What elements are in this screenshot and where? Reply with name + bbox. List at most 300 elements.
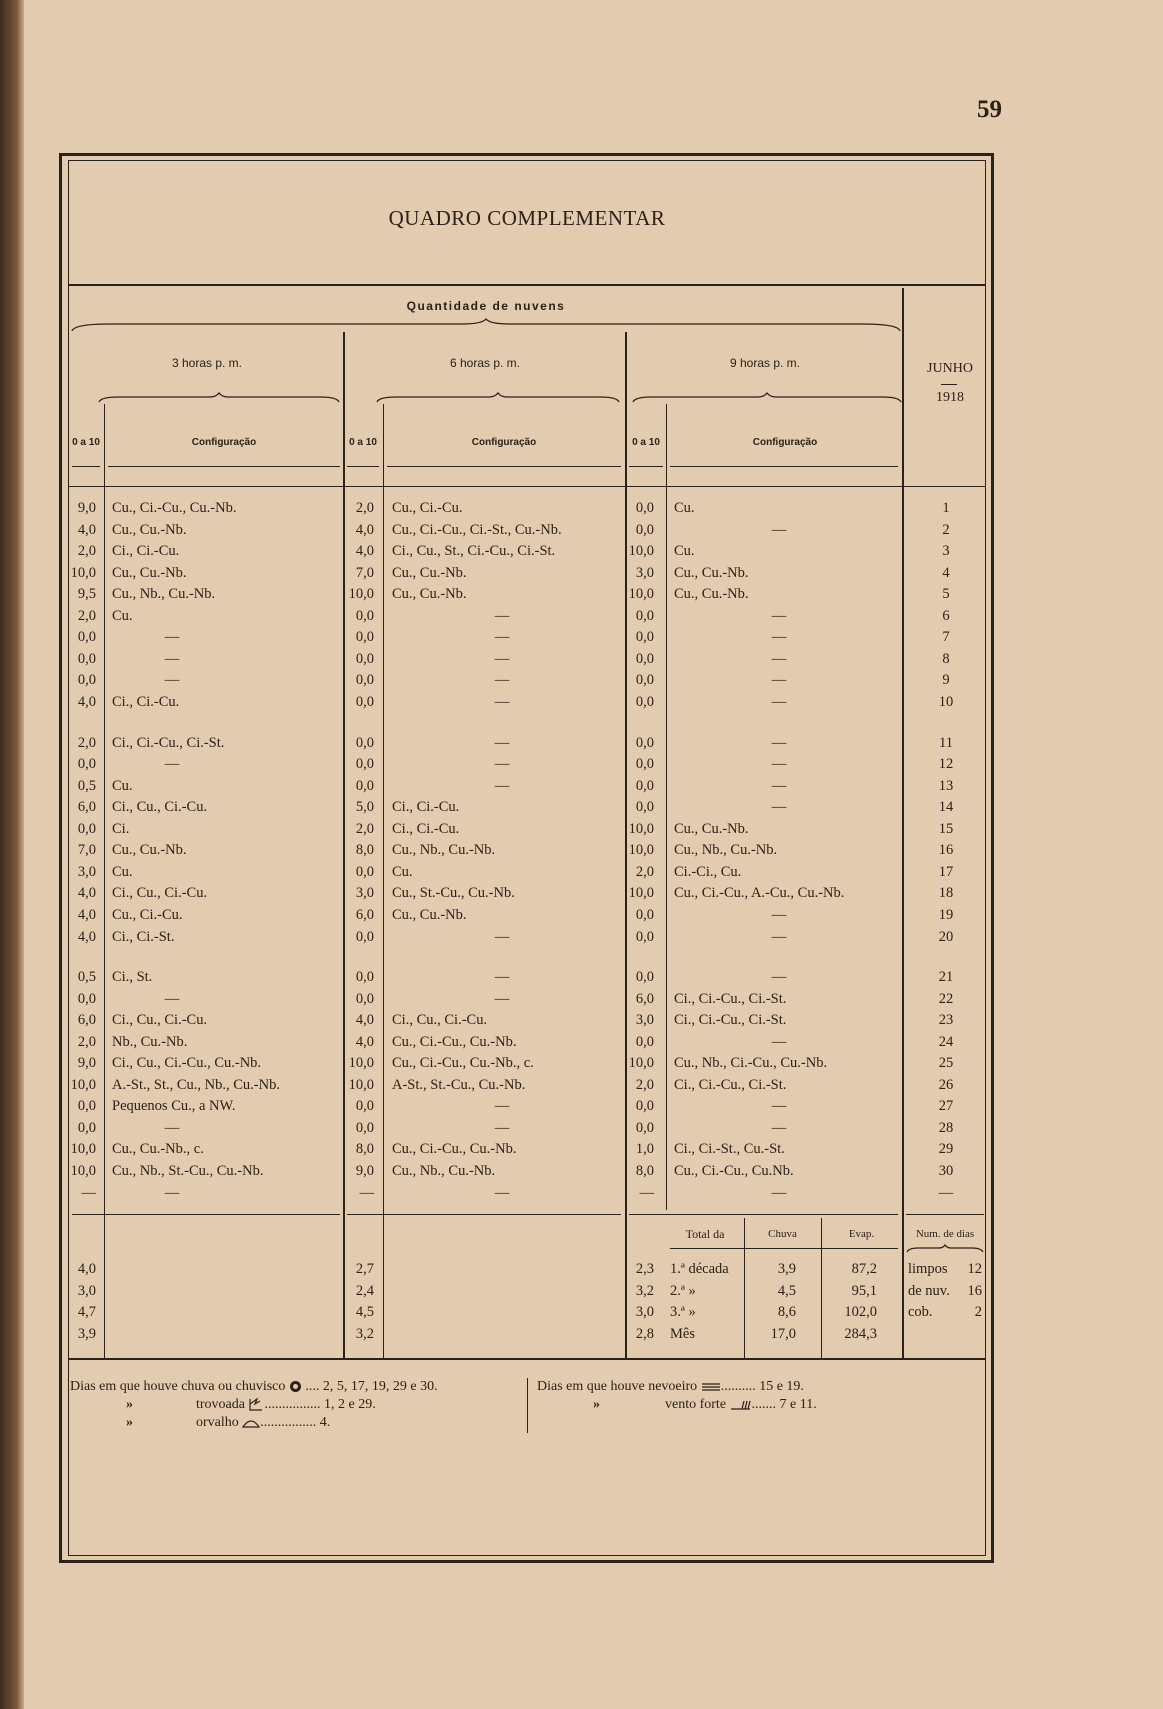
summary-rain-total: 8,6 [777,1304,796,1320]
day-number: 7 [942,629,950,646]
cloud-amount-9pm: 0,0 [635,1033,654,1050]
footnote-line [70,1379,438,1395]
thunderstorm-symbol-icon [248,1397,264,1412]
cloud-config-6pm: Cu., Ci.-Cu., Cu.-Nb., c. [392,1055,534,1072]
cloud-amount-9pm: 0,0 [635,1098,654,1115]
cloud-config-9pm: Cu., Ci.-Cu., Cu.Nb. [674,1163,794,1179]
cloud-amount-6pm: 5,0 [355,799,374,816]
month-year-rule [941,384,957,385]
cloud-amount-6pm: 2,0 [355,820,374,837]
summary-header-rule [670,1248,898,1249]
cloud-config-6pm: Cu., Cu.-Nb. [392,564,467,581]
summary-days-value: 12 [967,1261,982,1277]
cloud-amount-3pm: 10,0 [70,1163,96,1179]
cloud-amount-3pm: 9,0 [77,500,96,516]
cell-rule [670,466,898,467]
cloud-config-9pm: — [771,694,787,710]
cloud-config-6pm: Ci., Ci.-Cu. [392,820,460,837]
config-header-6pm: Configuração [471,437,537,448]
cloud-config-3pm: Ci., Cu., Ci.-Cu., Cu.-Nb. [112,1055,262,1072]
cloud-amount-9pm: 0,0 [635,799,654,816]
summary-mean-9pm: 2,3 [635,1261,654,1277]
day-number: 15 [938,820,954,837]
cloud-amount-9pm: 0,0 [635,928,654,945]
summary-days-label: limpos [908,1261,948,1277]
day-number: 17 [938,863,954,880]
summary-mean-3pm: 3,9 [77,1325,96,1342]
day-number: 3 [942,543,950,560]
cloud-amount-9pm: 0,0 [635,734,654,751]
cloud-config-6pm: Ci., Cu., St., Ci.-Cu., Ci.-St. [392,543,556,560]
footnote-value: 2, 5, 17, 19, 29 e 30. [322,1379,438,1394]
cloud-amount-9pm: 10,0 [628,885,654,902]
cloud-config-9pm: — [771,1184,787,1201]
cloud-config-3pm: Ci., Cu., Ci.-Cu. [112,799,208,816]
scale-header-9pm: 0 a 10 [632,437,660,448]
days-brace [906,1244,984,1254]
cloud-amount-9pm: 2,0 [635,1076,654,1093]
cloud-amount-6pm: 0,0 [355,650,374,667]
cloud-config-6pm: Ci., Cu., Ci.-Cu. [392,1012,488,1029]
cloud-config-9pm: Ci., Ci.-Cu., Ci.-St. [674,990,787,1007]
brace-6pm [376,392,620,404]
day-number: — [938,1184,954,1201]
cloud-config-6pm: Cu., Ci.-Cu., Cu.-Nb. [392,1141,517,1158]
cloud-config-3pm: — [164,990,180,1007]
summary-period-label: 1.ª década [670,1261,729,1277]
cloud-config-9pm: — [771,969,787,985]
cloud-config-3pm: Ci., Ci.-Cu. [112,543,180,560]
ditto-mark: » [593,1397,600,1412]
day-number: 20 [938,928,954,945]
cloud-amount-9pm: 6,0 [635,990,654,1007]
cloud-amount-6pm: 4,0 [355,1033,374,1050]
cell-rule [72,466,100,467]
cloud-amount-9pm: 0,0 [635,650,654,667]
cloud-config-9pm: Cu. [674,543,695,560]
summary-rain-total: 3,9 [777,1261,796,1277]
cloud-amount-6pm: 8,0 [355,842,374,859]
summary-mean-6pm: 3,2 [355,1325,374,1342]
cloud-amount-3pm: 2,0 [77,1033,96,1050]
config-header-9pm: Configuração [752,437,818,448]
day-number: 1 [942,500,950,516]
cloud-config-3pm: Ci., Ci.-Cu., Ci.-St. [112,734,225,751]
scale-header-6pm: 0 a 10 [349,437,377,448]
cloud-amount-3pm: 4,0 [77,906,96,923]
leader-dots: .......... [720,1379,756,1394]
cloud-amount-9pm: 0,0 [635,607,654,624]
col-rule [902,288,904,1358]
book-spine-shadow [0,0,24,1709]
cloud-amount-3pm: 6,0 [77,799,96,816]
cloud-amount-9pm: 3,0 [635,564,654,581]
footnote-label: vento forte [665,1397,727,1412]
summary-evap-total: 87,2 [851,1261,877,1277]
cloud-amount-6pm: 0,0 [355,734,374,751]
cloud-amount-3pm: 6,0 [77,1012,96,1029]
cloud-config-9pm: — [771,777,787,794]
cloud-amount-9pm: 0,0 [635,629,654,646]
cloud-config-6pm: Cu., Nb., Cu.-Nb. [392,842,496,859]
cloud-config-9pm: — [771,1033,787,1050]
cloud-config-6pm: Cu., Ci.-Cu., Ci.-St., Cu.-Nb. [392,521,562,538]
footnote-label: Dias em que houve nevoeiro [537,1379,698,1394]
cloud-amount-6pm: 0,0 [355,928,374,945]
cloud-config-9pm: Cu., Nb., Cu.-Nb. [674,842,778,859]
config-header-3pm: Configuração [191,437,257,448]
dew-symbol-icon [242,1415,260,1430]
cloud-amount-3pm: 0,0 [77,629,96,646]
cloud-amount-6pm: 0,0 [355,990,374,1007]
day-number: 2 [942,521,950,538]
cloud-config-9pm: Cu., Cu.-Nb. [674,564,749,581]
cloud-config-3pm: — [164,672,180,689]
group-brace [70,318,902,334]
summary-days-label: de nuv. [908,1282,950,1299]
cloud-config-3pm: Cu., Ci.-Cu. [112,906,183,923]
cloud-amount-6pm: 0,0 [355,629,374,646]
hour-header-9pm: 9 horas p. m. [729,356,801,370]
cloud-config-9pm: — [771,650,787,667]
header-bottom-rule [68,486,986,487]
cloud-config-6pm: Cu., Ci.-Cu., Cu.-Nb. [392,1033,517,1050]
cloud-config-3pm: Cu. [112,607,133,624]
cloud-amount-3pm: 0,0 [77,650,96,667]
leader-dots: ....... [751,1397,777,1412]
cloud-config-6pm: — [494,694,510,710]
cloud-config-3pm: Ci., Cu., Ci.-Cu. [112,885,208,902]
cloud-config-9pm: Cu., Cu.-Nb. [674,586,749,603]
cloud-amount-6pm: 0,0 [355,756,374,772]
summary-mean-9pm: 2,8 [635,1325,654,1342]
day-number: 30 [938,1163,954,1179]
footnote-label: trovoada [196,1397,245,1412]
header-top-rule [68,284,986,286]
strong-wind-symbol-icon [730,1397,752,1412]
day-number: 13 [938,777,954,794]
day-number: 18 [938,885,954,902]
footnote-line [70,1415,330,1431]
cloud-amount-3pm: 4,0 [77,928,96,945]
summary-rule [629,1214,898,1215]
summary-mean-6pm: 2,4 [355,1282,374,1299]
page-title: QUADRO COMPLEMENTAR [388,206,666,230]
page-number: 59 [977,96,1002,123]
cloud-amount-3pm: 4,0 [77,885,96,902]
day-number: 19 [938,906,954,923]
summary-period-label: 3.ª » [670,1304,696,1320]
cloud-amount-3pm: 10,0 [70,564,96,581]
summary-total-header: Total da [685,1227,725,1241]
cloud-config-3pm: Ci., Ci.-St. [112,928,175,945]
day-number: 27 [938,1098,954,1115]
cloud-config-3pm: Cu., Cu.-Nb., c. [112,1141,204,1158]
summary-rule [347,1214,621,1215]
cloud-amount-6pm: 2,0 [355,500,374,516]
summary-mean-9pm: 3,0 [635,1304,654,1320]
cloud-config-9pm: Cu., Ci.-Cu., A.-Cu., Cu.-Nb. [674,885,845,902]
cloud-amount-6pm: 10,0 [348,1055,374,1072]
cloud-config-3pm: Ci., St. [112,969,153,985]
footnote-line [537,1379,804,1395]
day-number: 10 [938,694,954,710]
footnote-value: 1, 2 e 29. [323,1397,376,1412]
cloud-config-6pm: — [494,969,510,985]
cloud-config-6pm: — [494,756,510,772]
cloud-config-6pm: Cu., Cu.-Nb. [392,586,467,603]
day-number: 21 [938,969,954,985]
cloud-config-6pm: — [494,777,510,794]
cloud-amount-6pm: 0,0 [355,777,374,794]
cloud-config-9pm: — [771,607,787,624]
summary-days-label: cob. [908,1304,933,1320]
summary-mean-3pm: 4,7 [77,1304,96,1320]
group-header: Quantidade de nuvens [406,299,566,313]
cloud-amount-9pm: 10,0 [628,842,654,859]
day-number: 26 [938,1076,954,1093]
day-number: 11 [939,734,953,751]
scale-header-3pm: 0 a 10 [72,437,100,448]
summary-mean-6pm: 4,5 [355,1304,374,1320]
summary-rain-header: Chuva [768,1228,797,1240]
cloud-amount-9pm: 10,0 [628,586,654,603]
cell-rule [629,466,663,467]
cloud-config-9pm: — [771,521,787,538]
cloud-config-6pm: — [494,928,510,945]
cloud-config-3pm: Cu. [112,863,133,880]
cloud-config-6pm: Cu., Cu.-Nb. [392,906,467,923]
cloud-amount-9pm: 0,0 [635,777,654,794]
day-number: 22 [938,990,954,1007]
cloud-amount-3pm: 3,0 [77,863,96,880]
cloud-amount-3pm: 0,0 [77,820,96,837]
cloud-config-3pm: Cu., Ci.-Cu., Cu.-Nb. [112,500,237,516]
cloud-config-9pm: — [771,906,787,923]
day-number: 14 [938,799,954,816]
cloud-amount-3pm: 0,0 [77,672,96,689]
cloud-config-9pm: Ci., Ci.-Cu., Ci.-St. [674,1076,787,1093]
summary-mean-3pm: 4,0 [77,1261,96,1277]
cloud-config-3pm: — [164,1184,180,1201]
cloud-amount-6pm: 9,0 [355,1163,374,1179]
cloud-amount-3pm: 0,0 [77,1119,96,1136]
cloud-amount-3pm: 0,5 [77,969,96,985]
cloud-amount-6pm: 0,0 [355,969,374,985]
cell-rule [347,466,379,467]
cloud-amount-9pm: 8,0 [635,1163,654,1179]
cloud-config-3pm: Pequenos Cu., a NW. [112,1098,236,1115]
cloud-amount-3pm: 0,0 [77,756,96,772]
cloud-amount-9pm: 0,0 [635,1119,654,1136]
cloud-config-9pm: Cu., Nb., Ci.-Cu., Cu.-Nb. [674,1055,828,1072]
day-number: 12 [938,756,954,772]
cloud-amount-6pm: 0,0 [355,694,374,710]
cloud-amount-3pm: 7,0 [77,842,96,859]
cloud-amount-9pm: 0,0 [635,969,654,985]
leader-dots: .... [301,1379,320,1394]
day-number: 9 [942,672,950,689]
cell-rule [387,466,621,467]
cloud-config-9pm: Ci., Ci.-St., Cu.-St. [674,1141,785,1158]
cloud-amount-3pm: 0,0 [77,1098,96,1115]
year-label: 1918 [936,390,964,405]
col-rule [666,404,667,1210]
cloud-amount-3pm: 2,0 [77,543,96,560]
cloud-amount-9pm: 0,0 [635,756,654,772]
cloud-config-9pm: Cu., Cu.-Nb. [674,820,749,837]
day-number: 8 [942,650,950,667]
cloud-amount-9pm: 0,0 [635,521,654,538]
summary-evap-header: Evap. [848,1228,875,1240]
summary-rule [906,1214,984,1215]
cloud-amount-3pm: — [81,1184,96,1201]
cloud-config-9pm: — [771,672,787,689]
day-number: 24 [938,1033,954,1050]
footnote-divider [527,1378,528,1433]
footnote-line [70,1397,376,1413]
cloud-amount-6pm: 0,0 [355,863,374,880]
cloud-amount-6pm: 0,0 [355,1098,374,1115]
cloud-amount-6pm: 7,0 [355,564,374,581]
summary-days-value: 2 [974,1304,982,1320]
summary-rain-total: 17,0 [770,1325,796,1342]
cloud-amount-6pm: 10,0 [348,1076,374,1093]
summary-mean-6pm: 2,7 [355,1261,374,1277]
hour-header-6pm: 6 horas p. m. [449,356,521,370]
cloud-config-6pm: — [494,1119,510,1136]
day-number: 28 [938,1119,954,1136]
cloud-config-6pm: Cu., St.-Cu., Cu.-Nb. [392,885,515,902]
cloud-amount-3pm: 0,5 [77,777,96,794]
summary-evap-total: 284,3 [844,1325,877,1342]
cloud-config-6pm: Cu., Ci.-Cu. [392,500,463,516]
summary-mean-9pm: 3,2 [635,1282,654,1299]
summary-rule [72,1214,340,1215]
cloud-amount-9pm: 10,0 [628,820,654,837]
cloud-config-9pm: — [771,756,787,772]
cloud-amount-3pm: 9,0 [77,1055,96,1072]
cloud-config-9pm: — [771,629,787,646]
cloud-amount-6pm: 8,0 [355,1141,374,1158]
leader-dots: ................ [264,1397,321,1412]
cloud-amount-9pm: 2,0 [635,863,654,880]
cloud-config-6pm: Ci., Ci.-Cu. [392,799,460,816]
brace-3pm [98,392,340,404]
cloud-amount-6pm: 0,0 [355,607,374,624]
cloud-config-9pm: Ci., Ci.-Cu., Ci.-St. [674,1012,787,1029]
rain-drizzle-symbol-icon [289,1379,302,1394]
cloud-amount-3pm: 2,0 [77,607,96,624]
cloud-config-6pm: Cu., Nb., Cu.-Nb. [392,1163,496,1179]
cloud-config-3pm: Cu. [112,777,133,794]
cloud-config-3pm: A.-St., St., Cu., Nb., Cu.-Nb. [112,1076,280,1093]
cloud-amount-3pm: 9,5 [77,586,96,603]
cloud-config-6pm: A-St., St.-Cu., Cu.-Nb. [392,1076,526,1093]
cell-rule [108,466,340,467]
cloud-config-6pm: — [494,607,510,624]
cloud-config-3pm: Ci. [112,820,130,837]
footnote-top-rule [68,1358,986,1360]
cloud-amount-3pm: 10,0 [70,1076,96,1093]
summary-days-value: 16 [967,1282,982,1299]
cloud-amount-6pm: 10,0 [348,586,374,603]
cloud-config-3pm: — [164,756,180,772]
cloud-amount-6pm: 4,0 [355,521,374,538]
cloud-config-3pm: Ci., Ci.-Cu. [112,694,180,710]
cloud-config-9pm: — [771,928,787,945]
fog-symbol-icon [701,1379,721,1394]
day-number: 25 [938,1055,954,1072]
hour-header-3pm: 3 horas p. m. [171,356,243,370]
cloud-config-6pm: — [494,1098,510,1115]
cloud-config-9pm: Cu. [674,500,695,516]
cloud-config-3pm: Cu., Cu.-Nb. [112,842,187,859]
footnote-line [537,1397,817,1413]
cloud-amount-3pm: 4,0 [77,694,96,710]
cloud-amount-3pm: 2,0 [77,734,96,751]
cloud-config-6pm: — [494,990,510,1007]
cloud-config-6pm: — [494,734,510,751]
cloud-config-6pm: — [494,629,510,646]
cloud-config-6pm: — [494,672,510,689]
brace-9pm [632,392,902,404]
ditto-mark: » [126,1397,133,1412]
cloud-config-9pm: — [771,1098,787,1115]
cloud-config-3pm: Cu., Nb., St.-Cu., Cu.-Nb. [112,1163,264,1179]
summary-mean-3pm: 3,0 [77,1282,96,1299]
cloud-amount-9pm: 0,0 [635,906,654,923]
cloud-config-3pm: — [164,1119,180,1136]
footnote-value: 7 e 11. [779,1397,817,1412]
day-number: 29 [938,1141,954,1158]
footnote-label: orvalho [196,1415,239,1430]
summary-days-header: Num. de dias [915,1228,975,1240]
day-number: 6 [942,607,950,624]
cloud-amount-6pm: 4,0 [355,543,374,560]
day-number: 4 [942,564,950,581]
cloud-config-3pm: Cu., Cu.-Nb. [112,564,187,581]
cloud-amount-9pm: 1,0 [635,1141,654,1158]
summary-rain-total: 4,5 [777,1282,796,1299]
leader-dots: ................ [260,1415,317,1430]
cloud-config-6pm: — [494,650,510,667]
cloud-amount-3pm: 0,0 [77,990,96,1007]
month-label: JUNHO [927,361,973,376]
day-number: 23 [938,1012,954,1029]
cloud-config-9pm: — [771,734,787,751]
cloud-config-3pm: Ci., Cu., Ci.-Cu. [112,1012,208,1029]
cloud-config-6pm: — [494,1184,510,1201]
footnote-label: Dias em que houve chuva ou chuvisco [70,1379,286,1394]
cloud-amount-9pm: — [639,1184,654,1201]
summary-evap-total: 95,1 [851,1282,877,1299]
cloud-amount-6pm: 0,0 [355,672,374,689]
summary-evap-total: 102,0 [844,1304,877,1320]
cloud-config-9pm: — [771,1119,787,1136]
cloud-amount-9pm: 10,0 [628,543,654,560]
cloud-amount-9pm: 0,0 [635,500,654,516]
cloud-amount-3pm: 4,0 [77,521,96,538]
summary-period-label: 2.ª » [670,1282,696,1299]
footnote-value: 15 e 19. [759,1379,804,1394]
cloud-config-3pm: — [164,650,180,667]
cloud-amount-6pm: 6,0 [355,906,374,923]
cloud-amount-6pm: 0,0 [355,1119,374,1136]
ditto-mark: » [126,1415,133,1430]
cloud-amount-6pm: 3,0 [355,885,374,902]
cloud-config-3pm: Cu., Nb., Cu.-Nb. [112,586,216,603]
